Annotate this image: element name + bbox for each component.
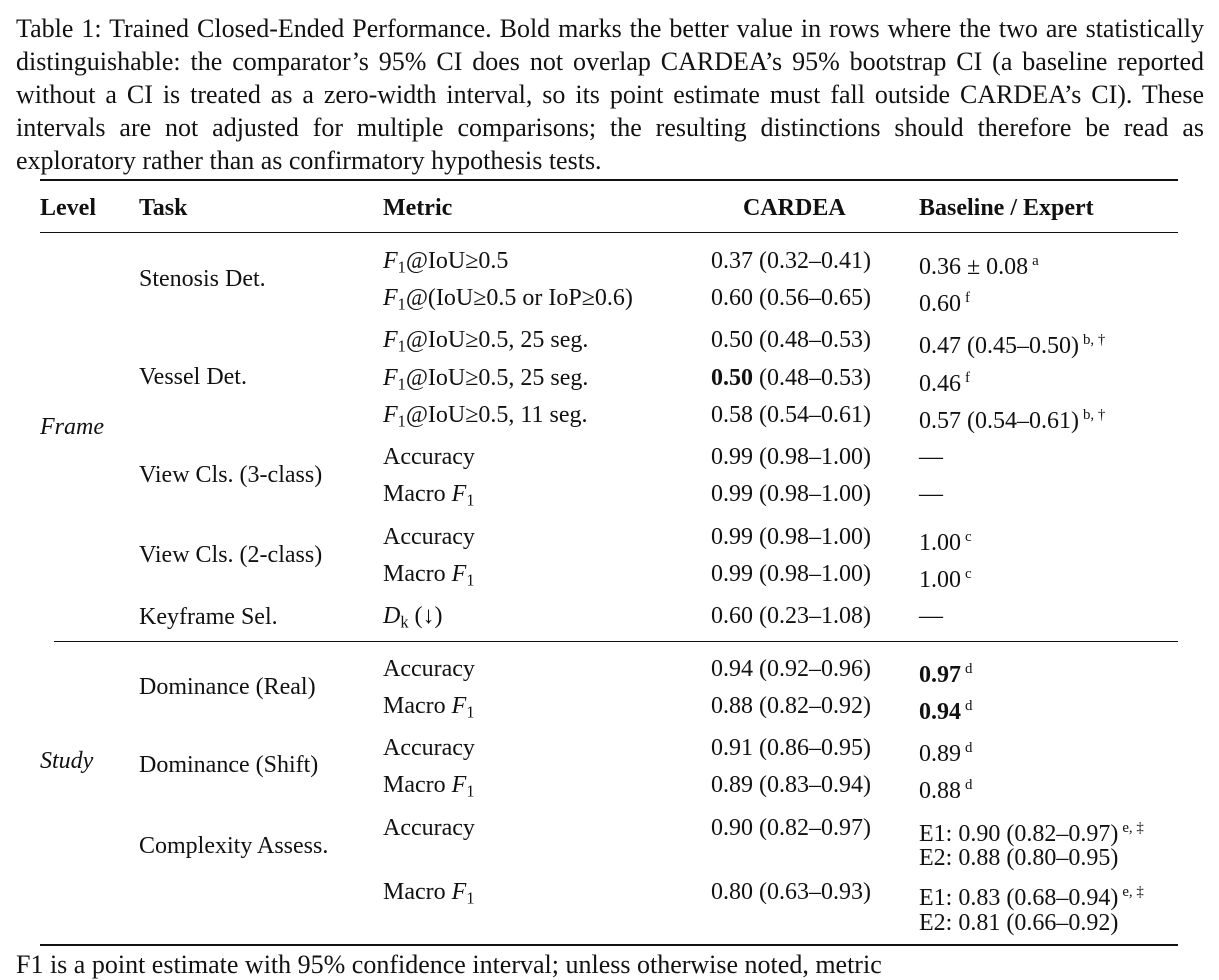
task-keyframe: Keyframe Sel. xyxy=(139,604,278,630)
baseline-value: 0.57 (0.54–0.61) $^{b, \dagger}$ xyxy=(919,407,1106,435)
cardea-value: 0.58 (0.54–0.61) xyxy=(711,402,871,428)
cardea-value: 0.99 (0.98–1.00) xyxy=(711,444,871,470)
metric-dk: $D_k$ (↓) xyxy=(383,603,443,632)
task-stenosis: Stenosis Det. xyxy=(139,266,266,292)
baseline-value: 1.00 $^c$ xyxy=(919,529,972,557)
cardea-value: 0.80 (0.63–0.93) xyxy=(711,879,871,905)
metric-macro-f1: Macro $F_1$ xyxy=(383,481,475,510)
task-view2: View Cls. (2-class) xyxy=(139,542,323,568)
baseline-value: E2: 0.81 (0.66–0.92) xyxy=(919,910,1119,936)
cardea-value: 0.60 (0.23–1.08) xyxy=(711,603,871,629)
baseline-value: — xyxy=(919,603,943,629)
metric-f1-iou: $F_1@IoU\ge 0.5$ xyxy=(383,248,509,277)
cardea-value: 0.60 (0.56–0.65) xyxy=(711,285,871,311)
cardea-value: 0.99 (0.98–1.00) xyxy=(711,524,871,550)
metric-accuracy: Accuracy xyxy=(383,524,475,550)
metric-f1-iou-25: $F_1@IoU\ge 0.5$, 25 seg. xyxy=(383,365,589,394)
baseline-value: 0.89 $^d$ xyxy=(919,740,973,768)
header-level: Level xyxy=(40,195,96,221)
cardea-value: 0.99 (0.98–1.00) xyxy=(711,561,871,587)
baseline-value: 1.00 $^c$ xyxy=(919,566,972,594)
task-view3: View Cls. (3-class) xyxy=(139,462,323,488)
metric-accuracy: Accuracy xyxy=(383,735,475,761)
cardea-value: 0.88 (0.82–0.92) xyxy=(711,693,871,719)
metric-macro-f1: Macro $F_1$ xyxy=(383,772,475,801)
baseline-value: 0.88 $^d$ xyxy=(919,777,973,805)
cardea-value: 0.99 (0.98–1.00) xyxy=(711,481,871,507)
header-cardea: CARDEA xyxy=(743,195,846,221)
top-rule xyxy=(40,179,1178,181)
cardea-value: 0.90 (0.82–0.97) xyxy=(711,815,871,841)
cardea-value: 0.89 (0.83–0.94) xyxy=(711,772,871,798)
metric-f1-iou-11: $F_1@IoU\ge 0.5$, 11 seg. xyxy=(383,402,588,431)
baseline-value: — xyxy=(919,444,943,470)
metric-accuracy: Accuracy xyxy=(383,815,475,841)
baseline-value: 0.47 (0.45–0.50) $^{b, \dagger}$ xyxy=(919,332,1106,360)
task-dom-shift: Dominance (Shift) xyxy=(139,752,319,778)
baseline-value: 0.97 $^d$ xyxy=(919,661,973,689)
baseline-value: 0.94 $^d$ xyxy=(919,698,973,726)
table-footnote: F1 is a point estimate with 95% confidence interval; unless otherwise noted, metric xyxy=(16,950,882,979)
header-rule xyxy=(40,232,1178,233)
baseline-value: — xyxy=(919,481,943,507)
metric-f1-iou-25: $F_1@IoU\ge 0.5$, 25 seg. xyxy=(383,327,589,356)
metric-accuracy: Accuracy xyxy=(383,656,475,682)
metric-macro-f1: Macro $F_1$ xyxy=(383,693,475,722)
table-caption: Table 1: Trained Closed-Ended Performance. Bold marks the better value in rows where the two are statistically distinguishable: the comparator’s 95% CI does not overlap CARDEA’s 95% bootstrap CI (a baseline reported without a CI is treated as a zero-width interval, so its point estimate must fall outside CARDEA’s CI). These intervals are not adjusted for multiple comparisons; the resulting distinctions should therefore be read as exploratory rather than as confirmatory hypothesis tests. xyxy=(16,14,1204,175)
baseline-value: E1: 0.83 (0.68–0.94) $^{e, \ddagger}$ xyxy=(919,884,1144,912)
cardea-value: 0.50 (0.48–0.53) xyxy=(711,365,871,391)
bottom-rule xyxy=(40,944,1178,946)
baseline-value: 0.36 ± 0.08 $^a$ xyxy=(919,253,1039,281)
level-study: Study xyxy=(40,748,94,774)
baseline-value: 0.46 $^f$ xyxy=(919,370,970,398)
header-metric: Metric xyxy=(383,195,453,221)
metric-macro-f1: Macro $F_1$ xyxy=(383,561,475,590)
baseline-value: 0.60 $^f$ xyxy=(919,290,970,318)
cardea-value: 0.94 (0.92–0.96) xyxy=(711,656,871,682)
cardea-value: 0.91 (0.86–0.95) xyxy=(711,735,871,761)
metric-f1-iou-iop: $F_1@(IoU\ge 0.5$ or IoP≥0.6) xyxy=(383,285,633,314)
task-vessel: Vessel Det. xyxy=(139,364,247,390)
baseline-value: E1: 0.90 (0.82–0.97) $^{e, \ddagger}$ xyxy=(919,820,1144,848)
header-baseline: Baseline / Expert xyxy=(919,195,1094,221)
metric-macro-f1: Macro $F_1$ xyxy=(383,879,475,908)
level-frame: Frame xyxy=(40,414,104,440)
header-task: Task xyxy=(139,195,188,221)
cardea-value: 0.37 (0.32–0.41) xyxy=(711,248,871,274)
task-complexity: Complexity Assess. xyxy=(139,833,329,859)
metric-accuracy: Accuracy xyxy=(383,444,475,470)
task-dom-real: Dominance (Real) xyxy=(139,674,316,700)
mid-rule xyxy=(54,641,1178,642)
baseline-value: E2: 0.88 (0.80–0.95) xyxy=(919,845,1119,871)
cardea-value: 0.50 (0.48–0.53) xyxy=(711,327,871,353)
